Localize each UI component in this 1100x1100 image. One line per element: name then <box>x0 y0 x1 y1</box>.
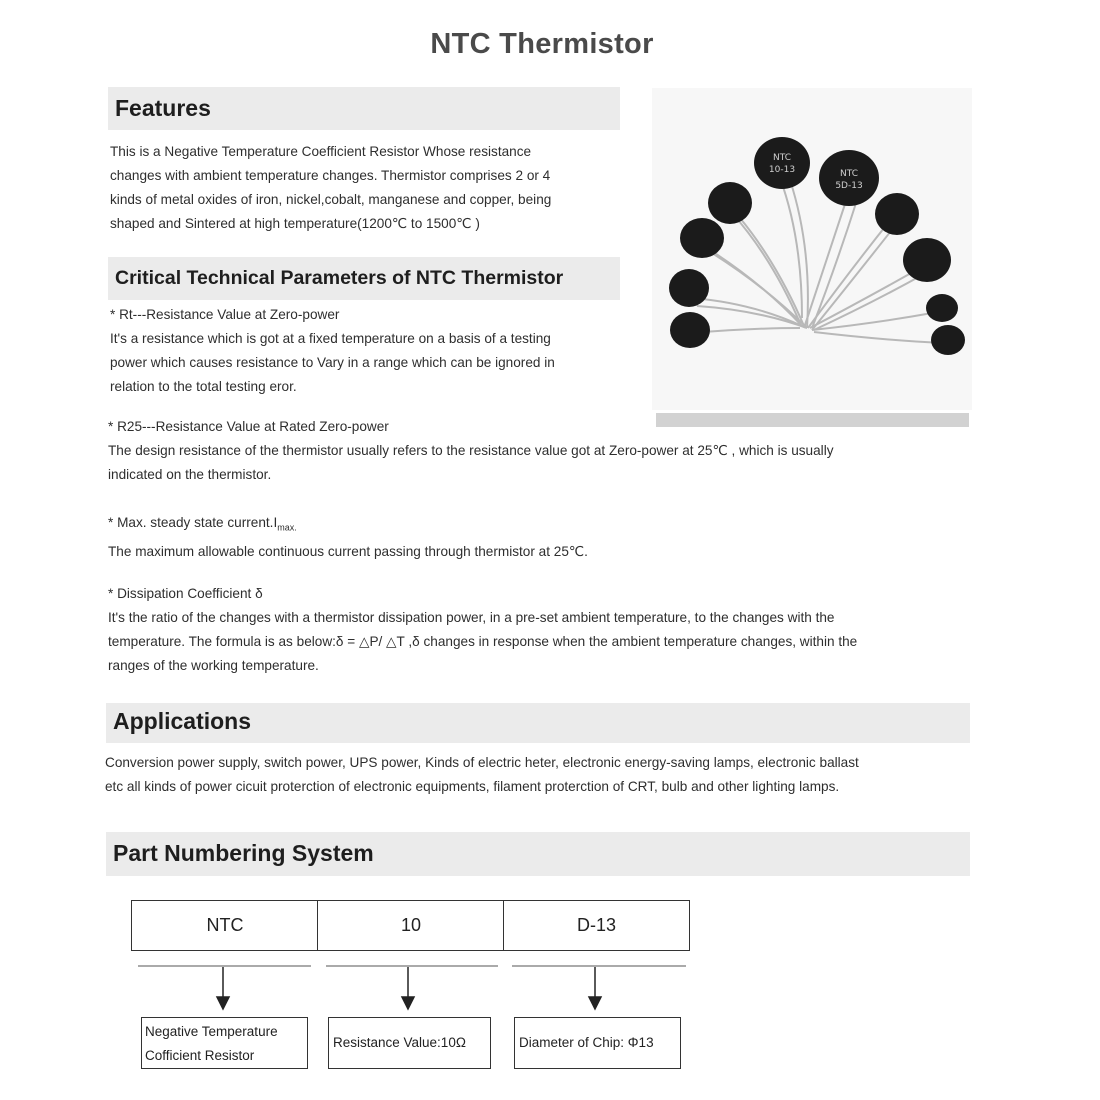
desc-type-line: Negative Temperature <box>145 1024 278 1039</box>
desc-box-type <box>141 1017 308 1069</box>
imax-block <box>108 511 1008 564</box>
dissipation-line: temperature. The formula is as below:δ = △P/ △T ,δ changes in response when the ambient temperature changes, within the <box>108 634 858 649</box>
product-photo <box>652 88 972 410</box>
rt-line: relation to the total testing eror. <box>110 379 297 394</box>
desc-box-diameter: Diameter of Chip: Φ13 <box>514 1017 681 1069</box>
imax-line: The maximum allowable continuous current passing through thermistor at 25℃. <box>108 543 588 559</box>
dissipation-line: It's the ratio of the changes with a thermistor dissipation power, in a pre-set ambient temperature, to the changes with the <box>108 610 835 625</box>
features-line: This is a Negative Temperature Coefficient Resistor Whose resistance <box>110 144 532 159</box>
features-heading-band <box>108 87 620 130</box>
component-label: 10-13 <box>768 165 796 175</box>
critical-heading-band <box>108 257 620 300</box>
arrow-connectors <box>0 965 700 1015</box>
features-heading: Features <box>115 95 211 121</box>
features-line: changes with ambient temperature changes. Thermistor comprises 2 or 4 <box>110 168 551 183</box>
desc-box-resistance: Resistance Value:10Ω <box>328 1017 491 1069</box>
rt-block <box>110 303 630 399</box>
rt-line: power which causes resistance to Vary in a range which can be ignored in <box>110 355 555 370</box>
features-line: shaped and Sintered at high temperature(1200℃ to 1500℃ ) <box>110 216 480 231</box>
component-label: NTC <box>773 153 791 163</box>
component-label: NTC <box>840 169 858 179</box>
applications-text <box>105 751 1005 799</box>
applications-line: Conversion power supply, switch power, UPS power, Kinds of electric heter, electronic energy-saving lamps, electronic ballast <box>105 755 859 770</box>
component-label: 5D-13 <box>835 181 863 191</box>
thermistor-photo-illustration <box>652 88 972 410</box>
applications-heading: Applications <box>113 708 252 734</box>
r25-block <box>108 415 1008 487</box>
part-numbering-heading-band <box>106 832 970 876</box>
r25-line: The design resistance of the thermistor usually refers to the resistance value got at Zero-power at 25℃ , which is usually <box>108 443 834 458</box>
imax-subscript: max. <box>277 522 297 533</box>
r25-label: * R25---Resistance Value at Rated Zero-power <box>108 419 389 434</box>
code-box-10: 10 <box>317 900 505 951</box>
r25-line: indicated on the thermistor. <box>108 467 272 482</box>
imax-label-text: * Max. steady state current.I <box>108 515 278 530</box>
desc-type-line: Cofficient Resistor <box>145 1048 255 1063</box>
critical-heading: Critical Technical Parameters of NTC Thermistor <box>115 267 564 289</box>
features-line: kinds of metal oxides of iron, nickel,cobalt, manganese and copper, being <box>110 192 552 207</box>
part-numbering-heading: Part Numbering System <box>113 840 374 866</box>
applications-heading-band <box>106 703 970 743</box>
applications-line: etc all kinds of power cicuit proterction of electronic equipments, filament proterction of CRT, bulb and other lighting lamps. <box>105 779 840 794</box>
features-text <box>110 140 630 236</box>
dissipation-line: ranges of the working temperature. <box>108 658 319 673</box>
rt-label: * Rt---Resistance Value at Zero-power <box>110 307 340 322</box>
dissipation-label: * Dissipation Coefficient δ <box>108 586 263 601</box>
code-box-ntc: NTC <box>131 900 319 951</box>
dissipation-block <box>108 582 1008 678</box>
code-box-d13: D-13 <box>503 900 690 951</box>
rt-line: It's a resistance which is got at a fixed temperature on a basis of a testing <box>110 331 551 346</box>
imax-label <box>108 511 1008 540</box>
page-title: NTC Thermistor <box>430 28 654 60</box>
